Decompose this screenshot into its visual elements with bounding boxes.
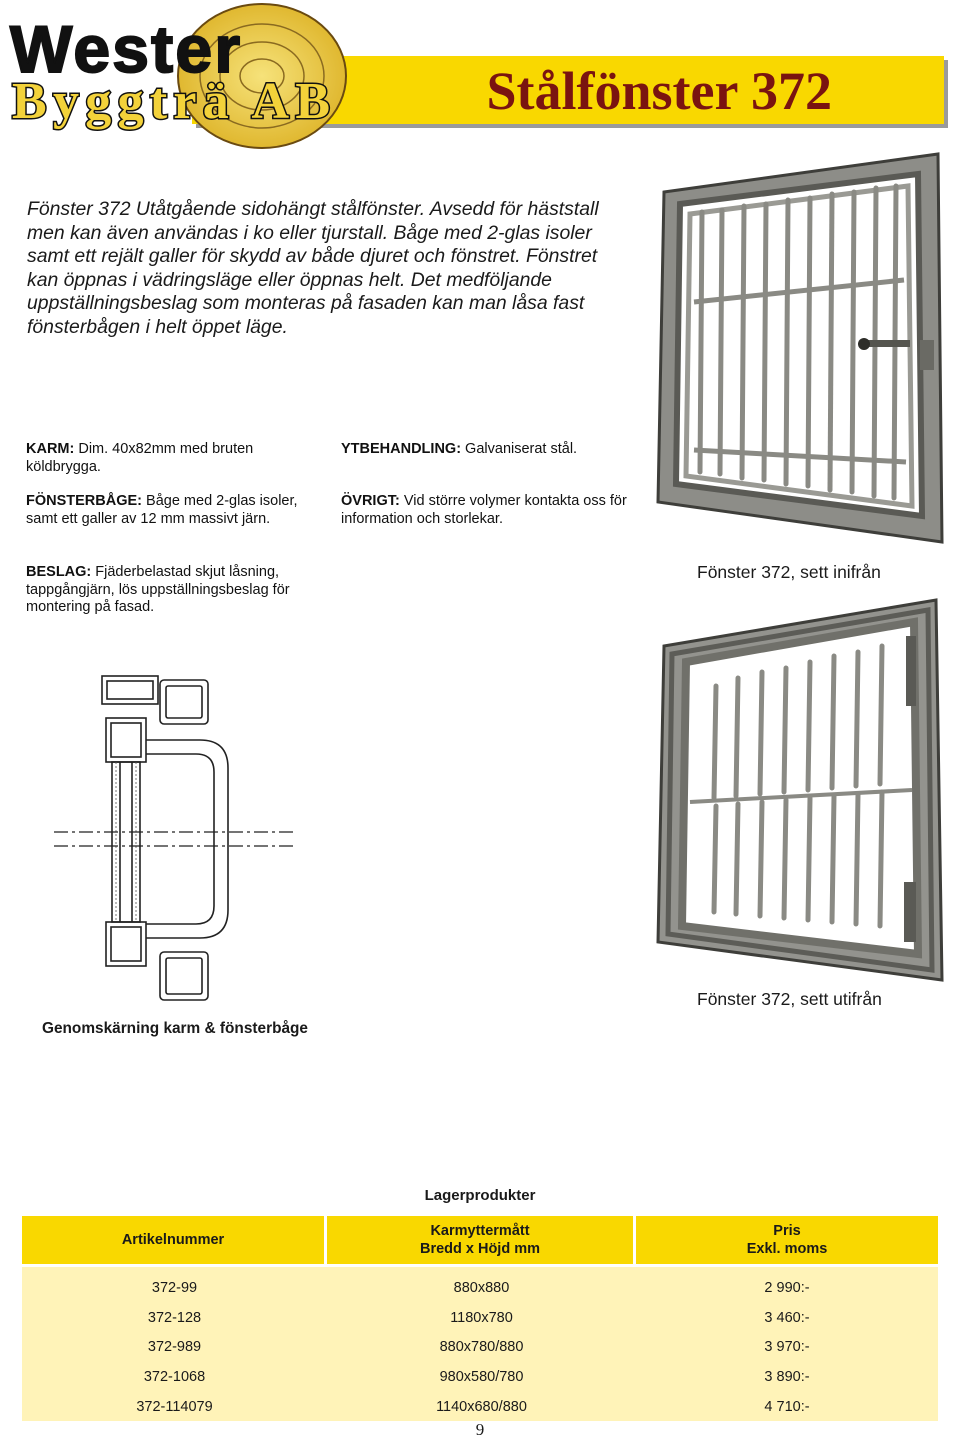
page-number: 9 [475, 1420, 485, 1439]
cell-dimensions: 880x780/880 [327, 1332, 636, 1362]
caption-inside-view: Fönster 372, sett inifrån [697, 562, 881, 582]
table-heading: Lagerprodukter [424, 1187, 536, 1204]
cell-dimensions: 880x880 [327, 1267, 636, 1303]
products-table [22, 1216, 938, 1421]
intro-text: Utåtgående sidohängt stålfönster. Avsedd för häststall men kan även användas i ko eller tjurstall. Båge med 2-glas isoler samt ett rejält galler för skydd av både djuret och fönstret. Fönstret kan öppnas i vädringsläge eller öppnas helt. Det medföljande uppställningsbeslag som monteras på fasaden kan man låsa fast fönsterbågen i helt öppet läge. [27, 198, 599, 338]
spec-key: FÖNSTERBÅGE: [26, 493, 142, 509]
column-header-article: Artikelnummer [22, 1216, 327, 1267]
spec-value: Galvaniserat stål. [461, 441, 578, 457]
table-row [22, 1303, 938, 1333]
spec-value: Dim. 40x82mm med bruten köldbrygga. [26, 441, 254, 475]
caption-outside-view: Fönster 372, sett utifrån [697, 989, 882, 1009]
company-logo [4, 2, 350, 152]
cell-price: 4 710:- [636, 1392, 938, 1422]
cell-article: 372-1068 [22, 1362, 327, 1392]
spec-karm [26, 441, 306, 476]
logo-text-wester: Wester [10, 12, 240, 86]
cell-dimensions: 980x580/780 [327, 1362, 636, 1392]
spec-key: KARM: [26, 441, 75, 457]
intro-paragraph [27, 198, 627, 339]
table-row [22, 1332, 938, 1362]
page-title: Stålfönster 372 [486, 61, 832, 121]
cell-price: 3 970:- [636, 1332, 938, 1362]
cell-dimensions: 1140x680/880 [327, 1392, 636, 1422]
intro-label: Fönster 372 [27, 198, 131, 220]
cell-article: 372-99 [22, 1267, 327, 1303]
spec-value: Vid större volymer kontakta oss för information och storlekar. [341, 493, 627, 527]
spec-ovrigt [341, 493, 641, 528]
table-header-row [22, 1216, 938, 1267]
table-row [22, 1392, 938, 1422]
cell-dimensions: 1180x780 [327, 1303, 636, 1333]
cell-price: 2 990:- [636, 1267, 938, 1303]
caption-cross-section: Genomskärning karm & fönsterbåge [42, 1020, 308, 1037]
table-row [22, 1362, 938, 1392]
spec-ytbehandling [341, 441, 641, 459]
spec-value: Båge med 2-glas isoler, samt ett galler av 12 mm massivt järn. [26, 493, 298, 527]
spec-value: Fjäderbelastad skjut låsning, tappgångjärn, lös uppställningsbeslag för montering på fasad. [26, 564, 290, 615]
spec-fonsterbage [26, 493, 326, 528]
spec-key: YTBEHANDLING: [341, 441, 462, 457]
column-header-dimensions: Karmyttermått Bredd x Höjd mm [327, 1216, 636, 1267]
cross-section-drawing [50, 670, 310, 1010]
cell-article: 372-989 [22, 1332, 327, 1362]
spec-beslag [26, 564, 326, 617]
cell-article: 372-114079 [22, 1392, 327, 1422]
window-photo-outside [650, 596, 950, 986]
spec-key: BESLAG: [26, 564, 92, 580]
cell-article: 372-128 [22, 1303, 327, 1333]
window-photo-inside [650, 150, 950, 550]
logo-text-byggtra: Byggträ AB [12, 73, 330, 130]
cell-price: 3 890:- [636, 1362, 938, 1392]
spec-key: ÖVRIGT: [341, 493, 400, 509]
table-row [22, 1267, 938, 1303]
column-header-price: Pris Exkl. moms [636, 1216, 938, 1267]
cell-price: 3 460:- [636, 1303, 938, 1333]
